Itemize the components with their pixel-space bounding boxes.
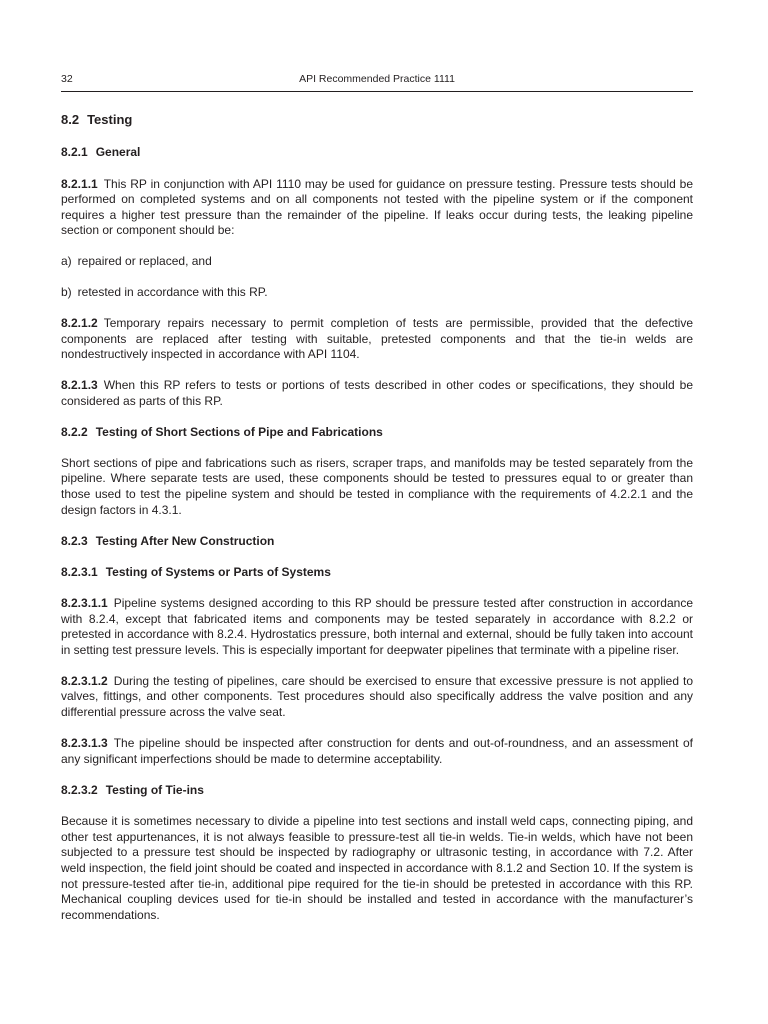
section-number: 8.2.3 <box>61 534 88 549</box>
paragraph-number: 8.2.1.2 <box>61 316 98 331</box>
section-heading-8-2-1 <box>61 145 693 161</box>
paragraph-number: 8.2.1.3 <box>61 377 98 392</box>
paragraph-8-2-3-1-1 <box>61 596 693 658</box>
paragraph-number: 8.2.1.1 <box>61 176 98 191</box>
document-body <box>61 112 693 923</box>
page-number: 32 <box>61 73 73 85</box>
section-number: 8.2.3.1 <box>61 564 98 579</box>
paragraph-text: Short sections of pipe and fabrications such as risers, scraper traps, and manifolds may be tested separately from the pipeline. Where separate tests are used, these components should be tested to pressures equal to or greater than those used to test the pipeline system and should be tested in compliance with the requirements of 4.2.2.1 and the design factors in 4.3.1. <box>61 455 693 517</box>
section-heading-8-2 <box>61 112 693 128</box>
section-title: Testing of Systems or Parts of Systems <box>105 564 331 579</box>
page-header <box>61 71 693 92</box>
list-marker: a) <box>61 253 72 268</box>
list-marker: b) <box>61 284 72 299</box>
paragraph-number: 8.2.3.1.3 <box>61 736 108 751</box>
section-title: Testing After New Construction <box>95 534 275 549</box>
section-heading-8-2-3 <box>61 534 693 550</box>
section-title: General <box>95 145 141 159</box>
paragraph-text: Because it is sometimes necessary to divide a pipeline into test sections and install weld caps, connecting piping, and other test appurtenances, it is not always feasible to pressure-test all tie-in welds. Tie-in welds, which have not been subjected to a pressure test should be inspected by radiography or ultrasonic testing, in accordance with 7.2. After weld inspection, the field joint should be coated and inspected in accordance with 8.1.2 and Section 10. If the system is not pressure-tested after tie-in, additional pipe required for the tie-in should be pretested in accordance with this RP. Mechanical coupling devices used for tie-in should be installed and tested in accordance with the manufacturer’s recommendations. <box>61 814 693 922</box>
section-title: Testing <box>87 112 133 127</box>
paragraph-8-2-1-2 <box>61 316 693 363</box>
paragraph-text: The pipeline should be inspected after construction for dents and out-of-roundness, and an assessment of any significant imperfections should be made to determine acceptability. <box>61 736 693 767</box>
section-title: Testing of Short Sections of Pipe and Fabrications <box>95 425 383 440</box>
section-number: 8.2 <box>61 112 80 127</box>
paragraph-8-2-1-1 <box>61 177 693 239</box>
paragraph-8-2-3-2 <box>61 814 693 923</box>
paragraph-text: Temporary repairs necessary to permit completion of tests are permissible, provided that the defective components are replaced after testing with suitable, pretested components and that the tie-in welds are nondestructively inspected in accordance with API 1104. <box>61 316 693 362</box>
list-item-b <box>61 285 693 301</box>
section-heading-8-2-3-2 <box>61 783 693 799</box>
section-heading-8-2-2 <box>61 425 693 441</box>
section-number: 8.2.1 <box>61 145 88 159</box>
list-item-a <box>61 254 693 270</box>
paragraph-8-2-2 <box>61 456 693 518</box>
paragraph-8-2-1-3 <box>61 378 693 409</box>
list-text: repaired or replaced, and <box>77 253 212 268</box>
section-number: 8.2.3.2 <box>61 782 98 797</box>
section-heading-8-2-3-1 <box>61 565 693 581</box>
paragraph-number: 8.2.3.1.2 <box>61 673 108 688</box>
paragraph-number: 8.2.3.1.1 <box>61 596 108 611</box>
paragraph-text: Pipeline systems designed according to this RP should be pressure tested after construction in accordance with 8.2.4, except that fabricated items and components may be tested separately in accordance with 8.2.2 or pretested in accordance with 8.2.4. Hydrostatics pressure, both internal and external, should be fully taken into account in setting test pressure levels. This is especially important for deepwater pipelines that terminate with a pipeline riser. <box>61 596 693 658</box>
paragraph-text: When this RP refers to tests or portions of tests described in other codes or specifications, they should be considered as parts of this RP. <box>61 377 693 408</box>
paragraph-8-2-3-1-2 <box>61 674 693 721</box>
paragraph-text: During the testing of pipelines, care should be exercised to ensure that excessive pressure is not applied to valves, fittings, and other components. Test procedures should also specifically address the valve position and any differential pressure across the valve seat. <box>61 673 693 719</box>
running-title: API Recommended Practice 1111 <box>299 73 455 85</box>
section-number: 8.2.2 <box>61 425 88 440</box>
section-title: Testing of Tie-ins <box>105 782 204 797</box>
paragraph-8-2-3-1-3 <box>61 736 693 767</box>
paragraph-text: This RP in conjunction with API 1110 may be used for guidance on pressure testing. Pressure tests should be performed on completed systems and on all components not tested with the pipeline system or if the component requires a higher test pressure than the remainder of the pipeline. If leaks occur during tests, the leaking pipeline section or component should be: <box>61 176 693 238</box>
list-text: retested in accordance with this RP. <box>77 284 268 299</box>
